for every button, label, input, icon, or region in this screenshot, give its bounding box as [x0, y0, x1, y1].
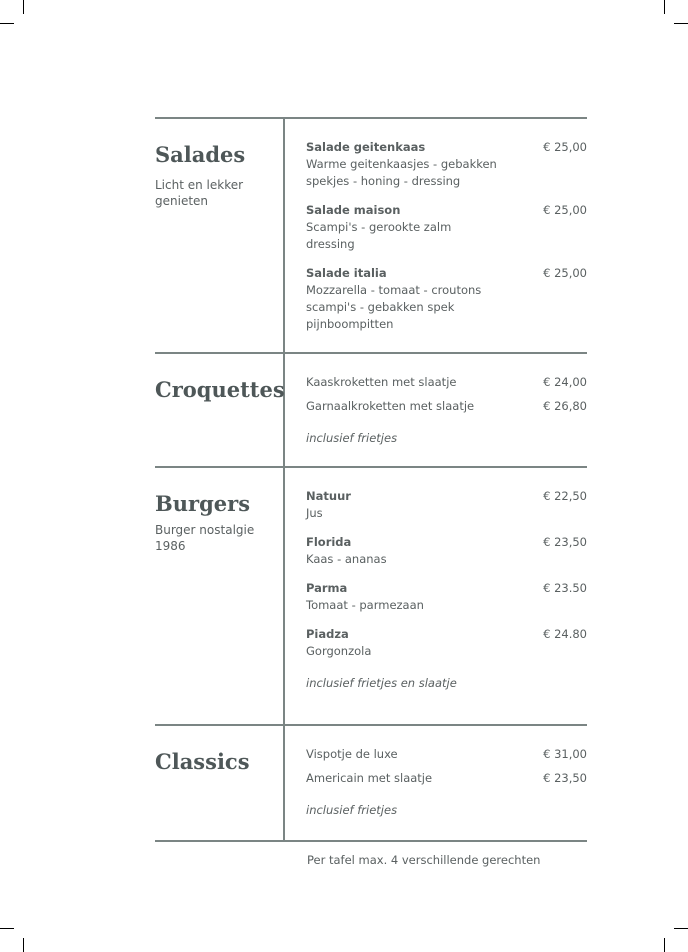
item-price: € 24.80	[543, 627, 587, 641]
item-name: Salade italia	[306, 266, 387, 280]
section-classics	[155, 726, 587, 840]
item-price: € 31,00	[543, 747, 587, 761]
category-header	[155, 119, 285, 352]
item-price: € 22,50	[543, 489, 587, 503]
item-name: Natuur	[306, 489, 351, 503]
item-price: € 23,50	[543, 771, 587, 785]
menu-item	[306, 580, 587, 614]
menu-item	[306, 746, 587, 763]
item-name: Americain met slaatje	[306, 771, 433, 785]
item-price: € 25,00	[543, 203, 587, 217]
menu-item	[306, 770, 587, 787]
category-title: Burgers	[155, 491, 251, 516]
crop-mark	[23, 938, 24, 952]
item-price: € 25,00	[543, 140, 587, 154]
section-note: inclusief frietjes en slaatje	[306, 676, 457, 690]
category-subtitle: Licht en lekker genieten	[155, 178, 244, 208]
item-name: Salade maison	[306, 203, 401, 217]
menu-item	[306, 139, 587, 190]
crop-mark	[664, 0, 665, 14]
section-divider	[155, 840, 587, 842]
item-name: Vispotje de luxe	[306, 747, 398, 761]
item-description: Tomaat - parmezaan	[306, 598, 424, 612]
footer-note: Per tafel max. 4 verschillende gerechten	[307, 853, 541, 867]
crop-mark	[23, 0, 24, 14]
item-name: Salade geitenkaas	[306, 140, 426, 154]
item-description: Mozzarella - tomaat - croutons scampi's - gebakken spek pijnboompitten	[306, 283, 482, 331]
item-list	[285, 468, 587, 724]
item-list	[285, 726, 587, 840]
crop-mark	[674, 23, 688, 24]
item-price: € 23.50	[543, 581, 587, 595]
section-note: inclusief frietjes	[306, 803, 398, 817]
section-note: inclusief frietjes	[306, 431, 398, 445]
item-list	[285, 354, 587, 466]
menu-item	[306, 374, 587, 391]
item-description: Jus	[306, 506, 323, 520]
item-description: Warme geitenkaasjes - gebakken spekjes - honing - dressing	[306, 157, 497, 188]
category-title: Salades	[155, 142, 246, 167]
item-price: € 26,80	[543, 399, 587, 413]
category-title: Croquettes	[155, 377, 285, 402]
menu-page	[155, 117, 587, 842]
crop-mark	[0, 23, 14, 24]
category-title: Classics	[155, 749, 250, 774]
item-name: Florida	[306, 535, 352, 549]
item-name: Garnaalkroketten met slaatje	[306, 399, 475, 413]
menu-item	[306, 265, 587, 333]
category-header	[155, 726, 285, 840]
item-description: Scampi's - gerookte zalm dressing	[306, 220, 452, 251]
crop-mark	[664, 938, 665, 952]
category-header	[155, 354, 285, 466]
menu-item	[306, 488, 587, 522]
category-subtitle: Burger nostalgie 1986	[155, 523, 255, 553]
menu-item	[306, 534, 587, 568]
category-header	[155, 468, 285, 724]
item-name: Kaaskroketten met slaatje	[306, 375, 457, 389]
item-price: € 23,50	[543, 535, 587, 549]
item-name: Piadza	[306, 627, 349, 641]
item-price: € 24,00	[543, 375, 587, 389]
section-burgers	[155, 468, 587, 724]
crop-mark	[0, 928, 14, 929]
item-description: Kaas - ananas	[306, 552, 387, 566]
item-price: € 25,00	[543, 266, 587, 280]
menu-item	[306, 202, 587, 253]
section-croquettes	[155, 354, 587, 466]
menu-item	[306, 626, 587, 660]
item-list	[285, 119, 587, 352]
menu-item	[306, 398, 587, 415]
section-salades	[155, 119, 587, 352]
item-description: Gorgonzola	[306, 644, 372, 658]
item-name: Parma	[306, 581, 348, 595]
crop-mark	[674, 928, 688, 929]
